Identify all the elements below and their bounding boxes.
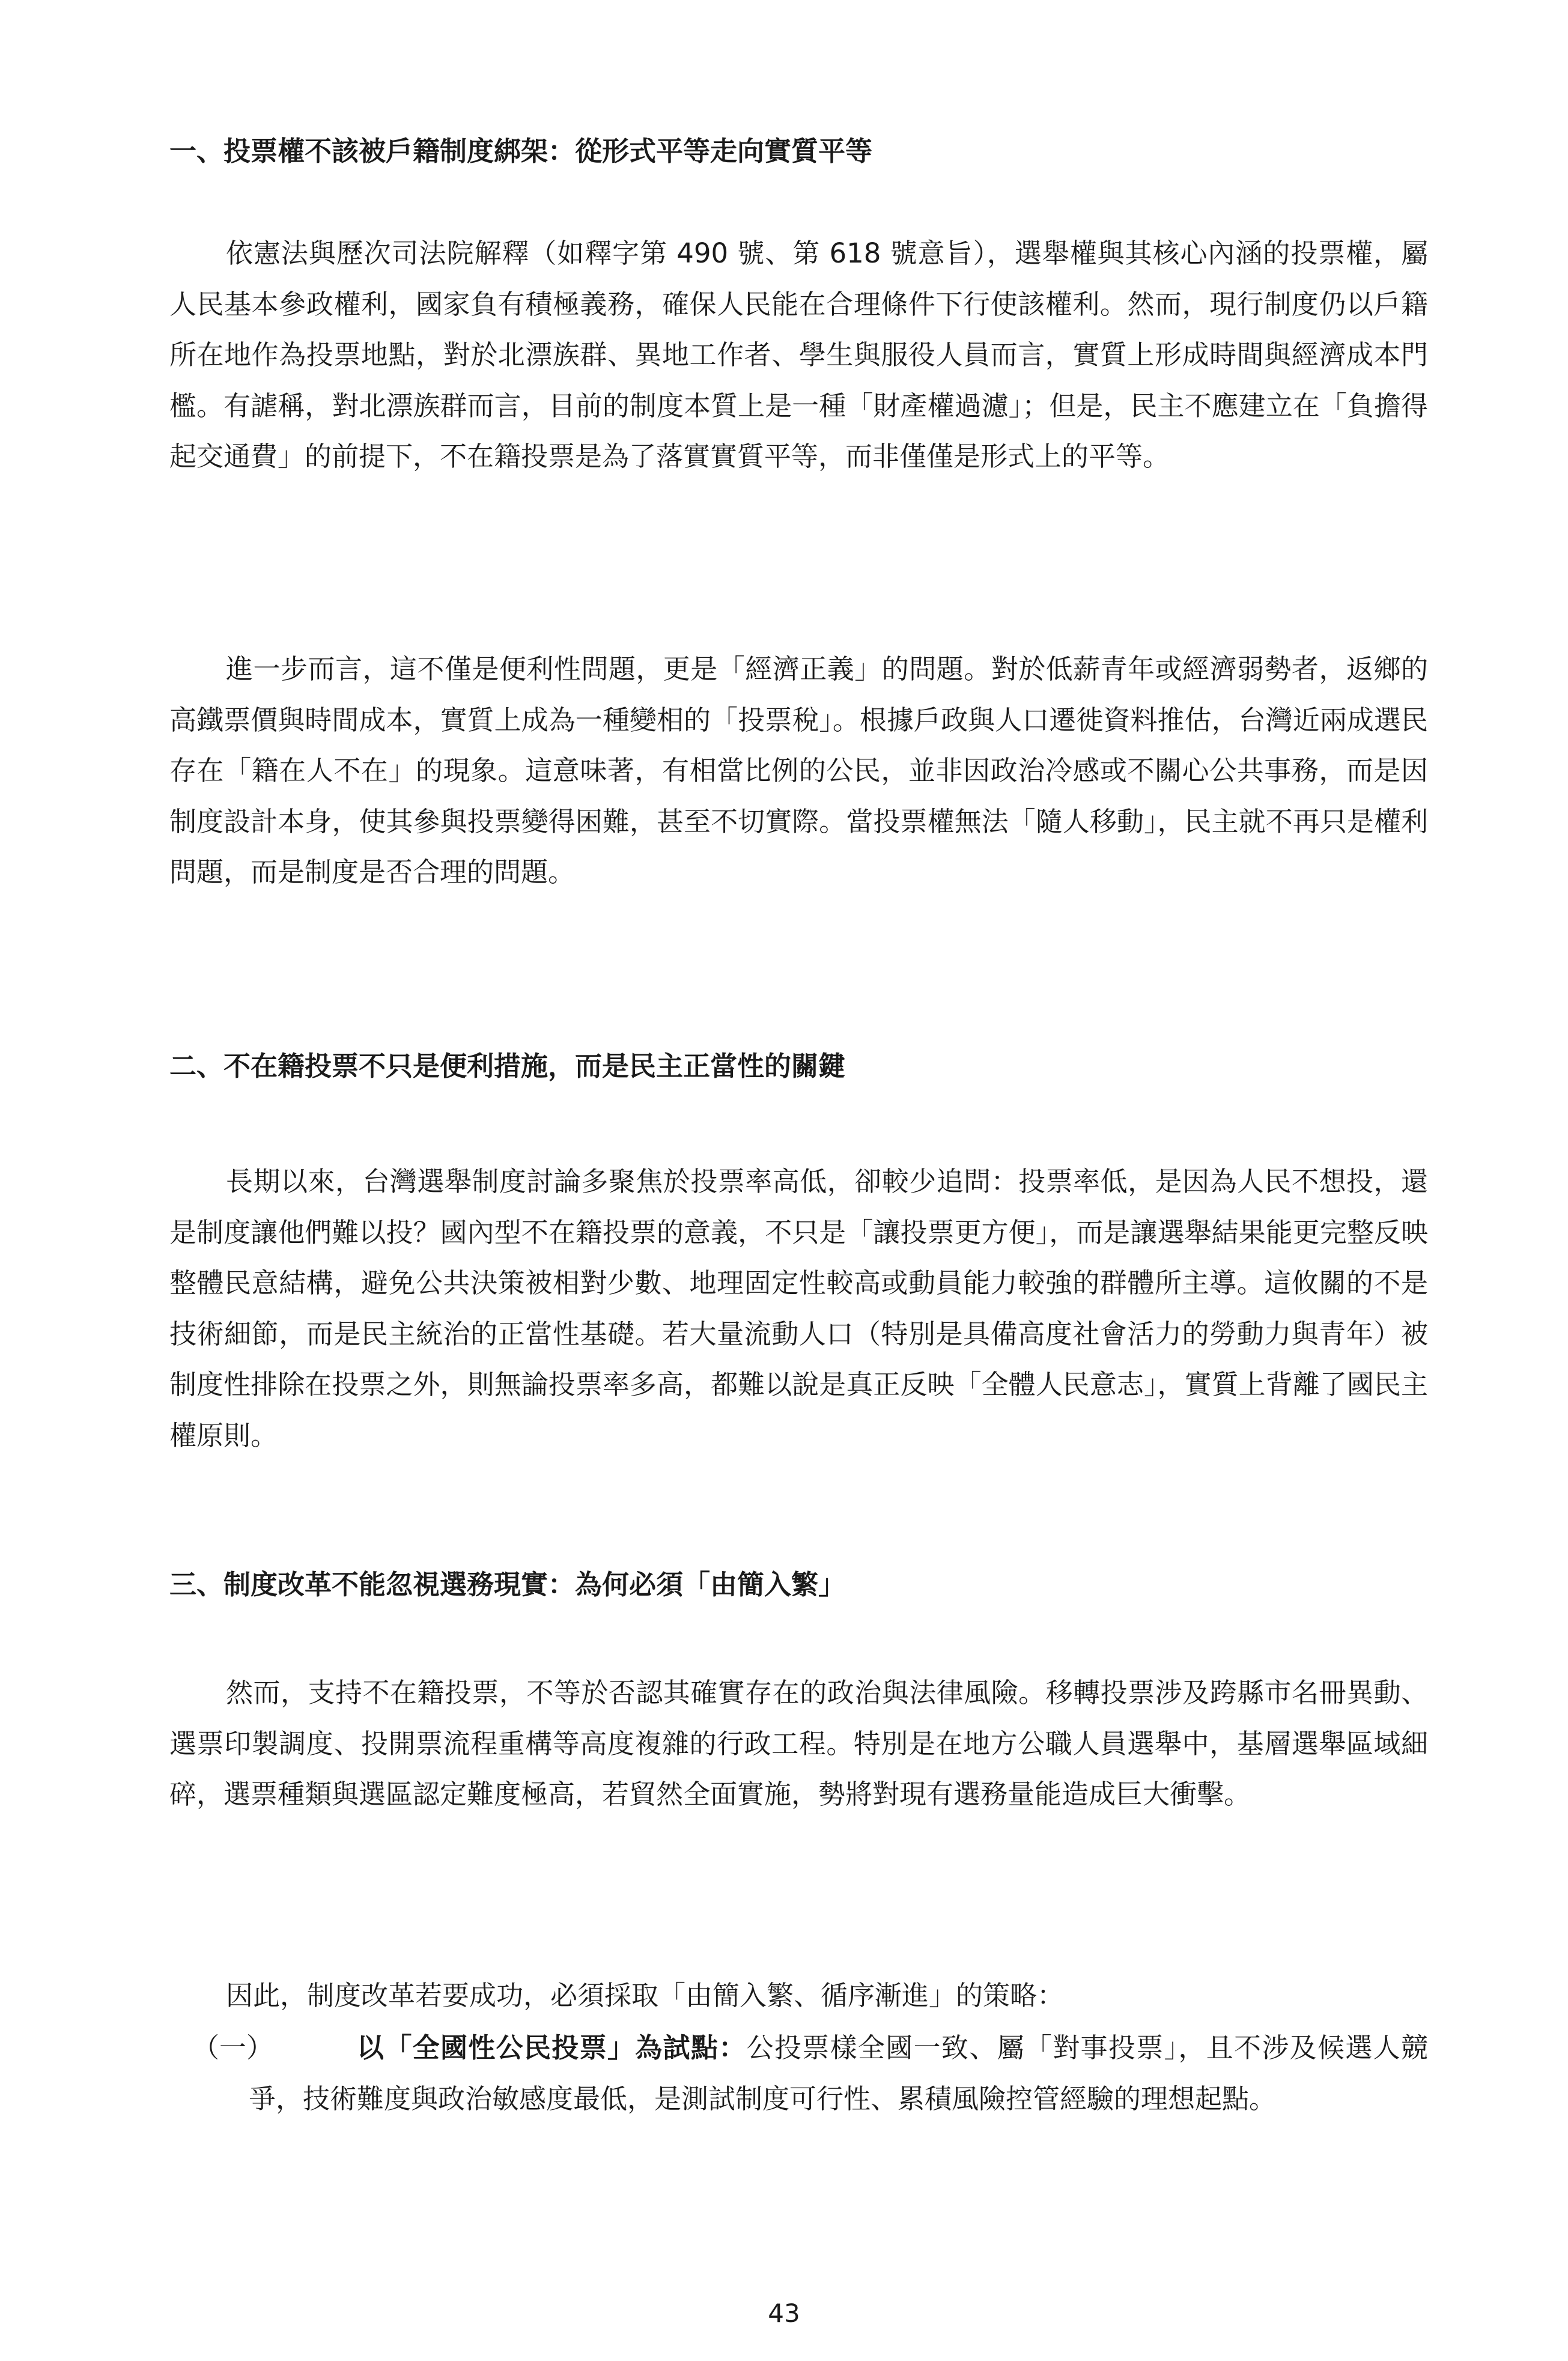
section-heading-1: 一、投票權不該被戶籍制度綁架：從形式平等走向實質平等 <box>169 135 873 167</box>
list-item-1 <box>169 2023 1428 2124</box>
section-heading-3: 三、制度改革不能忽視選務現實：為何必須「由簡入繁」 <box>169 1569 846 1600</box>
section-1-paragraph-2: 進一步而言，這不僅是便利性問題，更是「經濟正義」的問題。對於低薪青年或經濟弱勢者，返鄉的高鐵票價與時間成本，實質上成為一種變相的「投票稅」。根據戶政與人口遷徙資料推估，台灣近兩成選民存在「籍在人不在」的現象。這意味著，有相當比例的公民，並非因政治冷感或不關心公共事務，而是因制度設計本身，使其參與投票變得困難，甚至不切實際。當投票權無法「隨人移動」，民主就不再只是權利問題，而是制度是否合理的問題。 <box>169 653 1428 888</box>
page-number: 43 <box>768 2299 800 2328</box>
section-heading-2: 二、不在籍投票不只是便利措施，而是民主正當性的關鍵 <box>169 1050 846 1082</box>
section-2-paragraph-1: 長期以來，台灣選舉制度討論多聚焦於投票率高低，卻較少追問：投票率低，是因為人民不想投，還是制度讓他們難以投？國內型不在籍投票的意義，不只是「讓投票更方便」，而是讓選舉結果能更完整反映整體民意結構，避免公共決策被相對少數、地理固定性較高或動員能力較強的群體所主導。這攸關的不是技術細節，而是民主統治的正當性基礎。若大量流動人口（特別是具備高度社會活力的勞動力與青年）被制度性排除在投票之外，則無論投票率多高，都難以說是真正反映「全體人民意志」，實質上背離了國民主權原則。 <box>169 1165 1428 1451</box>
section-3-paragraph-2: 因此，制度改革若要成功，必須採取「由簡入繁、循序漸進」的策略： <box>226 1980 1065 2011</box>
section-3-paragraph-1: 然而，支持不在籍投票，不等於否認其確實存在的政治與法律風險。移轉投票涉及跨縣市名冊異動、選票印製調度、投開票流程重構等高度複雜的行政工程。特別是在地方公職人員選舉中，基層選舉區域細碎，選票種類與選區認定難度極高，若貿然全面實施，勢將對現有選務量能造成巨大衝擊。 <box>169 1677 1428 1810</box>
list-lead: 以「全國性公民投票」為試點： <box>357 2032 747 2064</box>
list-text: 公投票樣全國一致、屬「對事投票」，且不涉及候選人競爭，技術難度與政治敏感度最低，是測試制度可行性、累積風險控管經驗的理想起點。 <box>249 2032 1428 2115</box>
list-body <box>249 2023 1428 2124</box>
section-1-paragraph-1: 依憲法與歷次司法院解釋（如釋字第 490 號、第 618 號意旨），選舉權與其核心內涵的投票權，屬人民基本參政權利，國家負有積極義務，確保人民能在合理條件下行使該權利。然而，現行制度仍以戶籍所在地作為投票地點，對於北漂族群、異地工作者、學生與服役人員而言，實質上形成時間與經濟成本門檻。有謔稱，對北漂族群而言，目前的制度本質上是一種「財產權過濾」；但是，民主不應建立在「負擔得起交通費」的前提下，不在籍投票是為了落實實質平等，而非僅僅是形式上的平等。 <box>169 237 1428 472</box>
list-marker: （一） <box>192 2032 274 2064</box>
